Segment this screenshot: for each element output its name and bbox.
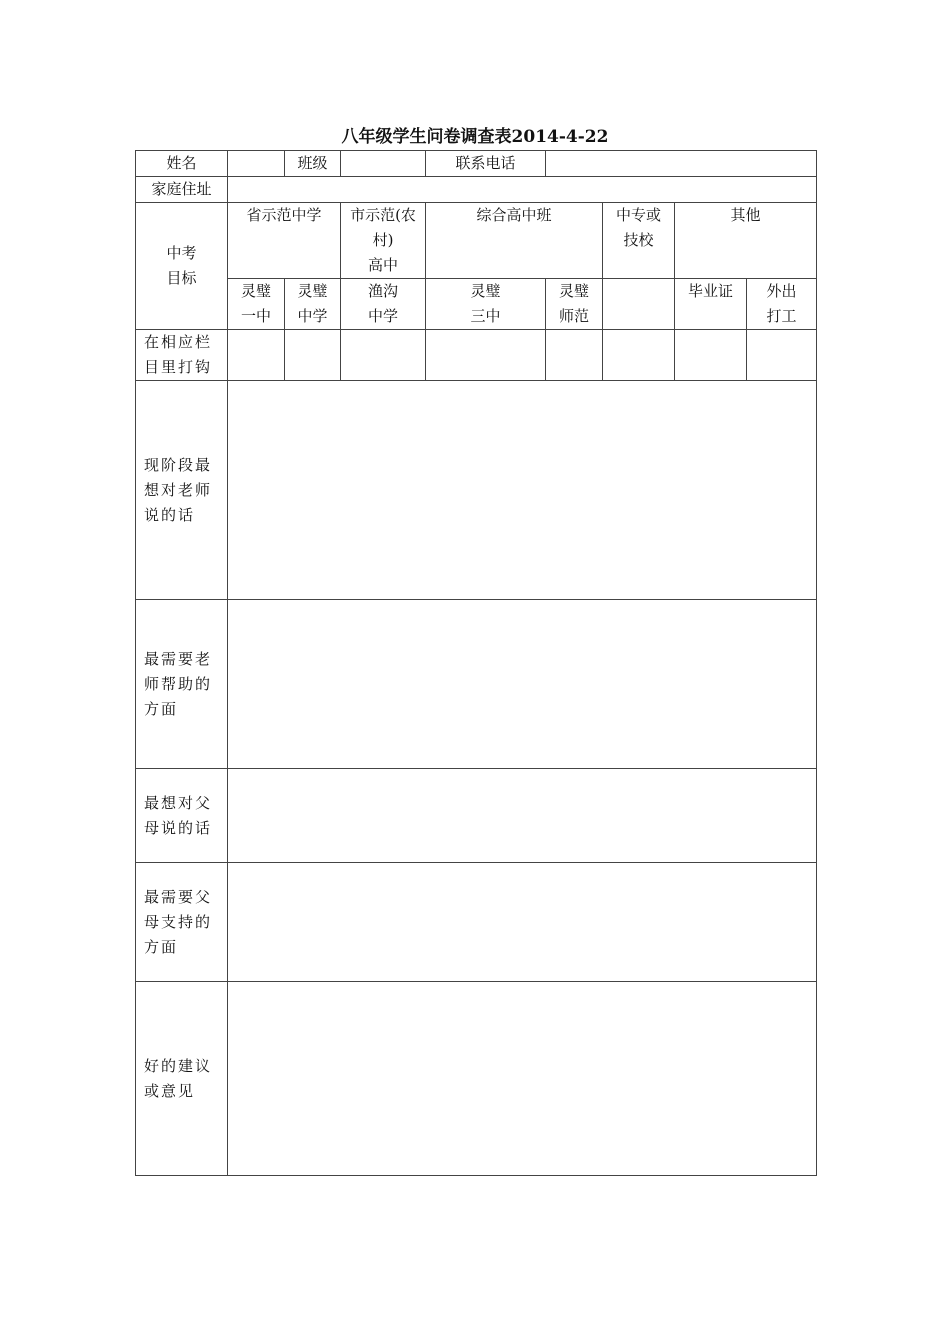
school-yugou-middle: 渔沟 中学	[341, 279, 426, 330]
option-work-away: 外出 打工	[747, 279, 817, 330]
phone-label: 联系电话	[426, 151, 546, 177]
question-label: 最想对父 母说的话	[136, 769, 228, 863]
answer-area[interactable]	[228, 381, 817, 600]
option-diploma: 毕业证	[675, 279, 747, 330]
class-label: 班级	[285, 151, 341, 177]
check-cell[interactable]	[603, 330, 675, 381]
phone-field[interactable]	[546, 151, 817, 177]
name-label: 姓名	[136, 151, 228, 177]
question-label: 最需要老 师帮助的 方面	[136, 600, 228, 769]
school-lingbi-middle: 灵璧 中学	[285, 279, 341, 330]
category-municipal: 市示范(农村) 高中	[341, 203, 426, 279]
question-label: 好的建议 或意见	[136, 982, 228, 1176]
check-cell[interactable]	[747, 330, 817, 381]
school-vocational-blank	[603, 279, 675, 330]
address-field[interactable]	[228, 177, 817, 203]
category-other: 其他	[675, 203, 817, 279]
check-cell[interactable]	[675, 330, 747, 381]
check-cell[interactable]	[341, 330, 426, 381]
address-label: 家庭住址	[136, 177, 228, 203]
question-label: 现阶段最 想对老师 说的话	[136, 381, 228, 600]
answer-area[interactable]	[228, 769, 817, 863]
check-cell[interactable]	[426, 330, 546, 381]
school-lingbi-normal: 灵璧 师范	[546, 279, 603, 330]
question-label: 最需要父 母支持的 方面	[136, 863, 228, 982]
name-field[interactable]	[228, 151, 285, 177]
exam-target-label: 中考 目标	[136, 203, 228, 330]
check-cell[interactable]	[285, 330, 341, 381]
survey-table	[135, 150, 817, 1176]
check-instruction-label: 在相应栏 目里打钩	[136, 330, 228, 381]
school-lingbi-no3: 灵璧 三中	[426, 279, 546, 330]
form-title: 八年级学生问卷调查表2014-4-22	[341, 127, 609, 147]
check-cell[interactable]	[228, 330, 285, 381]
answer-area[interactable]	[228, 600, 817, 769]
category-comprehensive: 综合高中班	[426, 203, 603, 279]
category-provincial: 省示范中学	[228, 203, 341, 279]
school-lingbi-no1: 灵璧 一中	[228, 279, 285, 330]
answer-area[interactable]	[228, 982, 817, 1176]
class-field[interactable]	[341, 151, 426, 177]
answer-area[interactable]	[228, 863, 817, 982]
category-vocational: 中专或 技校	[603, 203, 675, 279]
check-cell[interactable]	[546, 330, 603, 381]
